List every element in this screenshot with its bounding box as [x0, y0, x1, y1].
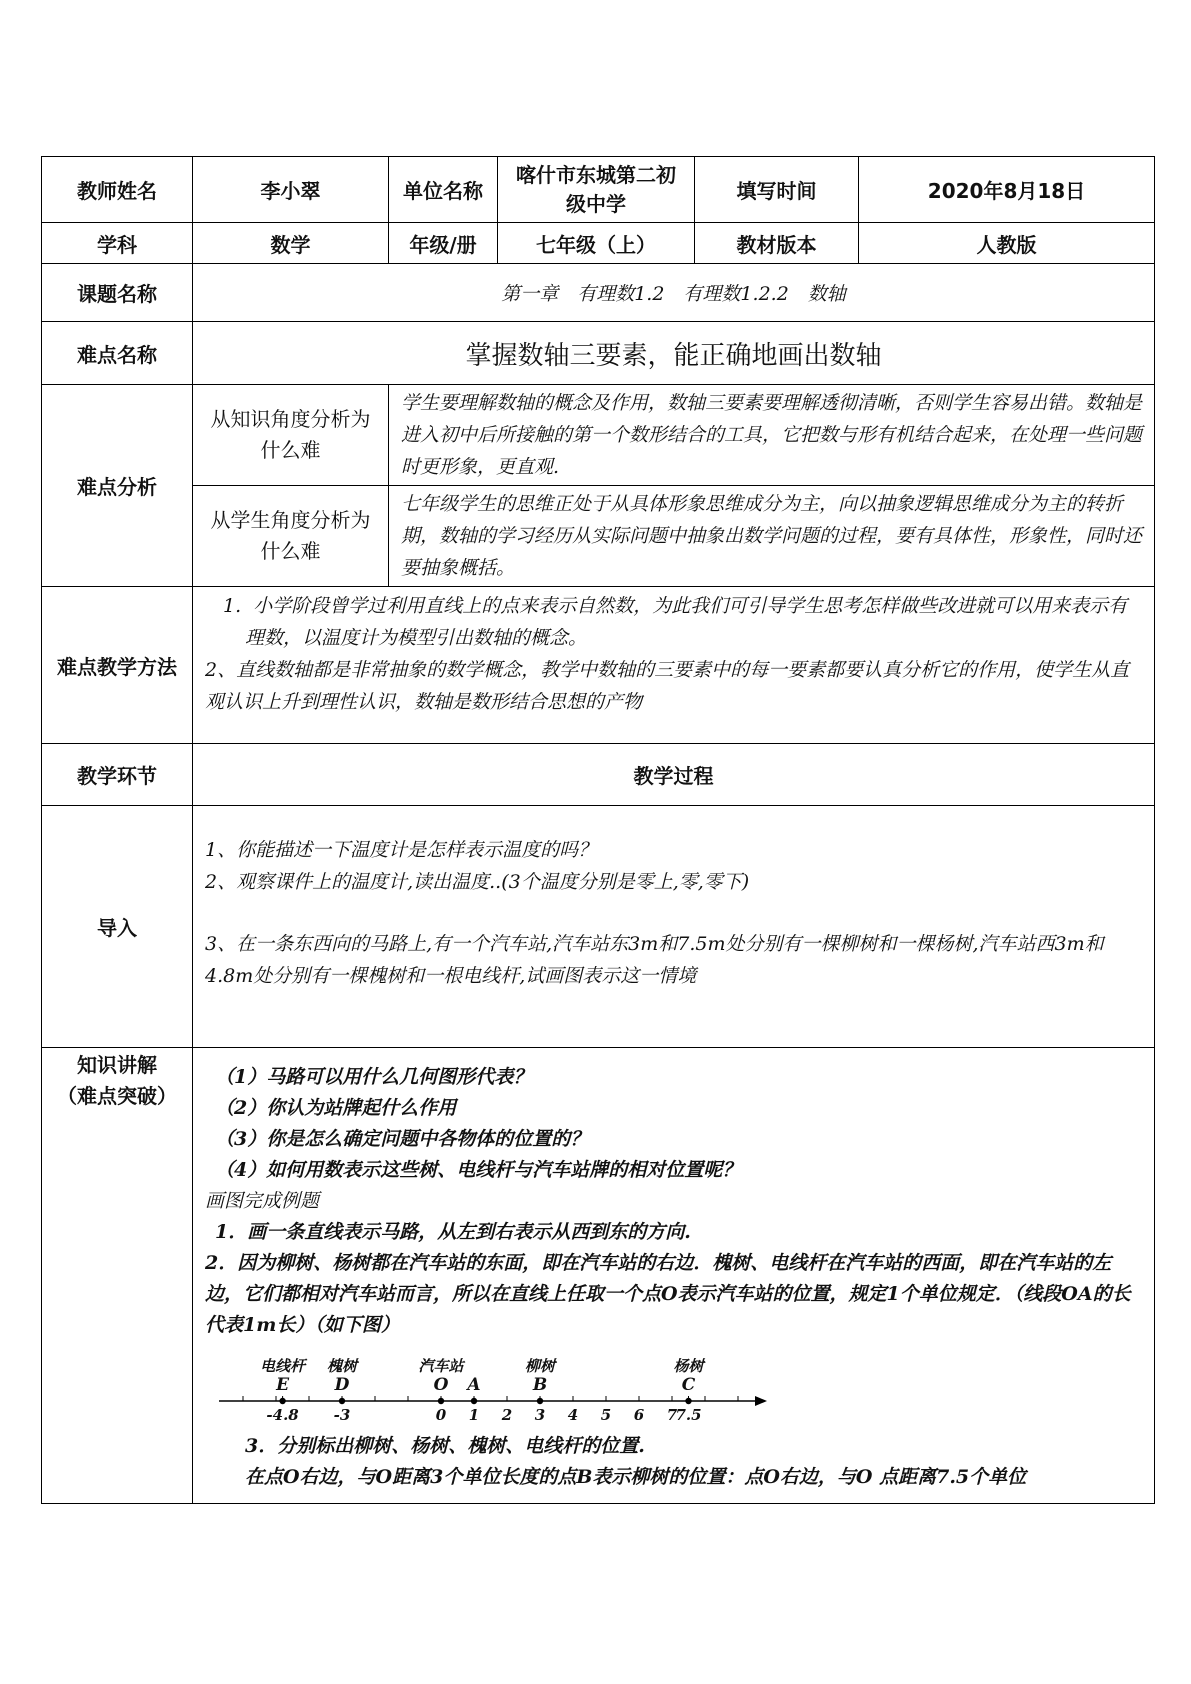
intro-content	[193, 806, 1155, 1048]
point-letter: C	[681, 1375, 696, 1395]
tick-label: 7.5	[675, 1406, 702, 1424]
subject-value: 数学	[193, 223, 389, 264]
step-1: 1．画一条直线表示马路，从左到右表示从西到东的方向.	[215, 1221, 691, 1243]
point-object-name: 槐树	[326, 1357, 358, 1375]
intro-line-2: 2、观察课件上的温度计,读出温度..(3个温度分别是零上,零,零下)	[205, 871, 750, 893]
question-2: （2）你认为站牌起什么作用	[215, 1097, 457, 1119]
method-item-1-num: 1.	[223, 595, 242, 617]
fill-date-value: 2020年8月18日	[859, 157, 1155, 223]
teaching-stage-header: 教学环节	[42, 744, 193, 806]
lesson-plan-table	[41, 156, 1155, 1504]
teacher-name-label: 教师姓名	[42, 157, 193, 223]
point-letter: O	[433, 1375, 449, 1395]
number-line-point	[471, 1398, 477, 1404]
number-line-point	[685, 1398, 691, 1404]
difficulty-analysis-label: 难点分析	[42, 385, 193, 587]
knowledge-label-line-1: 知识讲解	[77, 1053, 157, 1077]
tick-label: -3	[333, 1406, 351, 1424]
knowledge-label	[42, 1048, 193, 1504]
number-line-arrow	[755, 1396, 767, 1406]
grade-label: 年级/册	[389, 223, 498, 264]
course-title-label: 课题名称	[42, 264, 193, 322]
intro-line-1: 1、你能描述一下温度计是怎样表示温度的吗？	[205, 839, 598, 861]
number-line-point	[339, 1398, 345, 1404]
grade-value: 七年级（上）	[498, 223, 695, 264]
intro-line-3: 3、在一条东西向的马路上,有一个汽车站,汽车站东3m和7.5m处分别有一棵柳树和一棵杨树,汽车站西3m和4.8m处分别有一棵槐树和一根电线杆,试画图表示这一情境	[205, 933, 1104, 987]
edition-label: 教材版本	[695, 223, 859, 264]
step-3: 3．分别标出柳树、杨树、槐树、电线杆的位置.	[245, 1435, 645, 1457]
point-object-name: 汽车站	[418, 1357, 464, 1375]
step-2: 2．因为柳树、杨树都在汽车站的东面，即在汽车站的右边．槐树、电线杆在汽车站的西面，即在汽车站的左边，它们都相对汽车站而言，所以在直线上任取一个点O表示汽车站的位置，规定1个单位规定．（线段OA的长代表1m长）（如下图）	[205, 1252, 1131, 1336]
number-line-point	[279, 1398, 285, 1404]
teaching-method-label: 难点教学方法	[42, 587, 193, 744]
number-line-figure	[211, 1343, 771, 1429]
knowledge-angle-text: 学生要理解数轴的概念及作用，数轴三要素要理解透彻清晰，否则学生容易出错。数轴是进入初中后所接触的第一个数形结合的工具，它把数与形有机结合起来，在处理一些问题时更形象，更直观.	[389, 385, 1155, 486]
teaching-method-content	[193, 587, 1155, 744]
number-line-point	[537, 1398, 543, 1404]
tick-label: 0	[435, 1406, 447, 1424]
point-letter: E	[276, 1375, 290, 1395]
point-letter: A	[467, 1375, 481, 1395]
point-object-name: 电线杆	[260, 1357, 306, 1375]
fill-date-label: 填写时间	[695, 157, 859, 223]
knowledge-angle-label: 从知识角度分析为什么难	[193, 385, 389, 486]
number-line-point	[438, 1398, 444, 1404]
teacher-name-value: 李小翠	[193, 157, 389, 223]
method-item-1-text: 小学阶段曾学过利用直线上的点来表示自然数，为此我们可引导学生思考怎样做些改进就可以用来表示有理数，以温度计为模型引出数轴的概念。	[245, 595, 1128, 649]
point-letter: B	[532, 1375, 548, 1395]
knowledge-content	[193, 1048, 1155, 1504]
tick-label: 2	[501, 1406, 513, 1424]
point-object-name: 杨树	[673, 1357, 704, 1375]
method-item-2: 2、直线数轴都是非常抽象的数学概念，教学中数轴的三要素中的每一要素都要认真分析它的作用，使学生从直观认识上升到理性认识，数轴是数形结合思想的产物	[205, 659, 1130, 713]
knowledge-label-line-2: （难点突破）	[57, 1084, 177, 1108]
example-title: 画图完成例题	[205, 1190, 320, 1212]
question-3: （3）你是怎么确定问题中各物体的位置的？	[215, 1128, 590, 1150]
student-angle-label: 从学生角度分析为什么难	[193, 486, 389, 587]
unit-name-label: 单位名称	[389, 157, 498, 223]
tick-label: 4	[567, 1406, 579, 1424]
question-1: （1）马路可以用什么几何图形代表？	[215, 1066, 533, 1088]
tick-label: 6	[633, 1406, 645, 1424]
difficulty-name-value: 掌握数轴三要素，能正确地画出数轴	[193, 322, 1155, 385]
method-item-1	[205, 590, 1142, 654]
tick-label: 5	[600, 1406, 612, 1424]
subject-label: 学科	[42, 223, 193, 264]
tick-label: 3	[534, 1406, 546, 1424]
tick-label: 1	[468, 1406, 480, 1424]
point-object-name: 柳树	[524, 1357, 556, 1375]
unit-name-value: 喀什市东城第二初级中学	[498, 157, 695, 223]
student-angle-text: 七年级学生的思维正处于从具体形象思维成分为主，向以抽象逻辑思维成分为主的转折期，数轴的学习经历从实际问题中抽象出数学问题的过程，要有具体性，形象性，同时还要抽象概括。	[389, 486, 1155, 587]
difficulty-name-label: 难点名称	[42, 322, 193, 385]
intro-label: 导入	[42, 806, 193, 1048]
edition-value: 人教版	[859, 223, 1155, 264]
point-letter: D	[334, 1375, 350, 1395]
question-4: （4）如何用数表示这些树、电线杆与汽车站牌的相对位置呢？	[215, 1159, 742, 1181]
course-title-value: 第一章 有理数1.2 有理数1.2.2 数轴	[193, 264, 1155, 322]
tick-label: 7	[666, 1406, 678, 1424]
tick-label: -4.8	[266, 1406, 299, 1424]
step-3-text: 在点O右边，与O距离3个单位长度的点B表示柳树的位置：点O右边，与O 点距离7.5个单位	[245, 1466, 1027, 1488]
teaching-process-header: 教学过程	[193, 744, 1155, 806]
